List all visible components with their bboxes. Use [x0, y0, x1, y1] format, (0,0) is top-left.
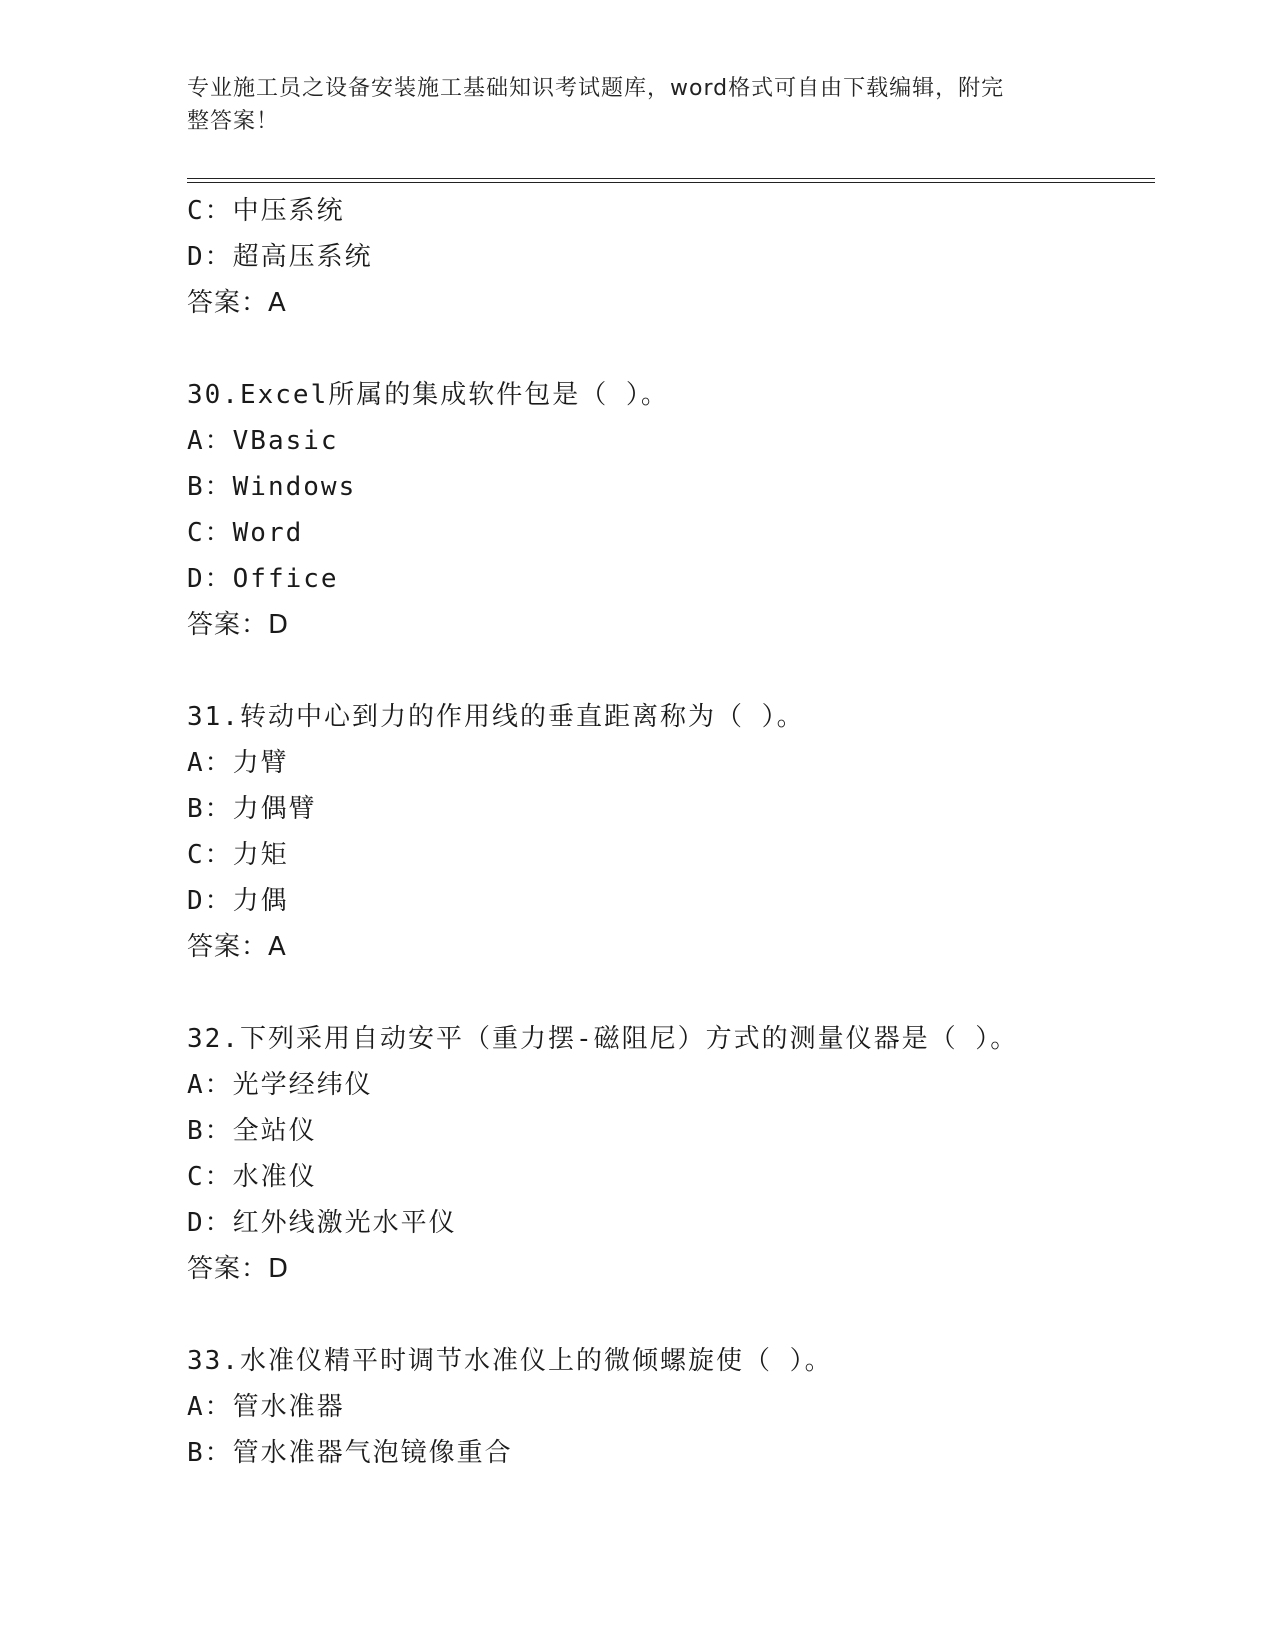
question-line: A：管水准器	[187, 1392, 345, 1422]
spacer	[187, 648, 1155, 694]
document-header	[187, 72, 1067, 138]
question-line: 32.下列采用自动安平（重力摆-磁阻尼）方式的测量仪器是（ ）。	[187, 1024, 1019, 1054]
question-line: D：力偶	[187, 886, 289, 916]
question-line: B：力偶臂	[187, 794, 317, 824]
question-line: C：力矩	[187, 840, 289, 870]
question-line: A：力臂	[187, 748, 289, 778]
answer-line: 答案：D	[187, 610, 290, 640]
question-line: D：红外线激光水平仪	[187, 1208, 457, 1238]
question-line: C：中压系统	[187, 196, 345, 226]
question-line: A：VBasic	[187, 426, 339, 456]
spacer	[187, 1292, 1155, 1338]
question-line: B：Windows	[187, 472, 357, 502]
question-line: D：超高压系统	[187, 242, 373, 272]
answer-line: 答案：D	[187, 1254, 290, 1284]
answer-line: 答案：A	[187, 932, 287, 962]
header-line-2: 整答案！	[187, 109, 280, 134]
question-line: 33.水准仪精平时调节水准仪上的微倾螺旋使（ ）。	[187, 1346, 833, 1376]
question-line: C：Word	[187, 518, 304, 548]
question-line: D：Office	[187, 564, 339, 594]
header-divider	[187, 178, 1155, 183]
question-line: A：光学经纬仪	[187, 1070, 373, 1100]
question-list	[187, 188, 1155, 1476]
question-line: 31.转动中心到力的作用线的垂直距离称为（ ）。	[187, 702, 805, 732]
spacer	[187, 326, 1155, 372]
spacer	[187, 970, 1155, 1016]
question-line: 30.Excel所属的集成软件包是（ ）。	[187, 380, 669, 410]
answer-line: 答案：A	[187, 288, 287, 318]
header-line-1: 专业施工员之设备安装施工基础知识考试题库，word格式可自由下载编辑，附完	[187, 76, 1005, 101]
question-line: C：水准仪	[187, 1162, 317, 1192]
question-line: B：全站仪	[187, 1116, 317, 1146]
question-line: B：管水准器气泡镜像重合	[187, 1438, 513, 1468]
